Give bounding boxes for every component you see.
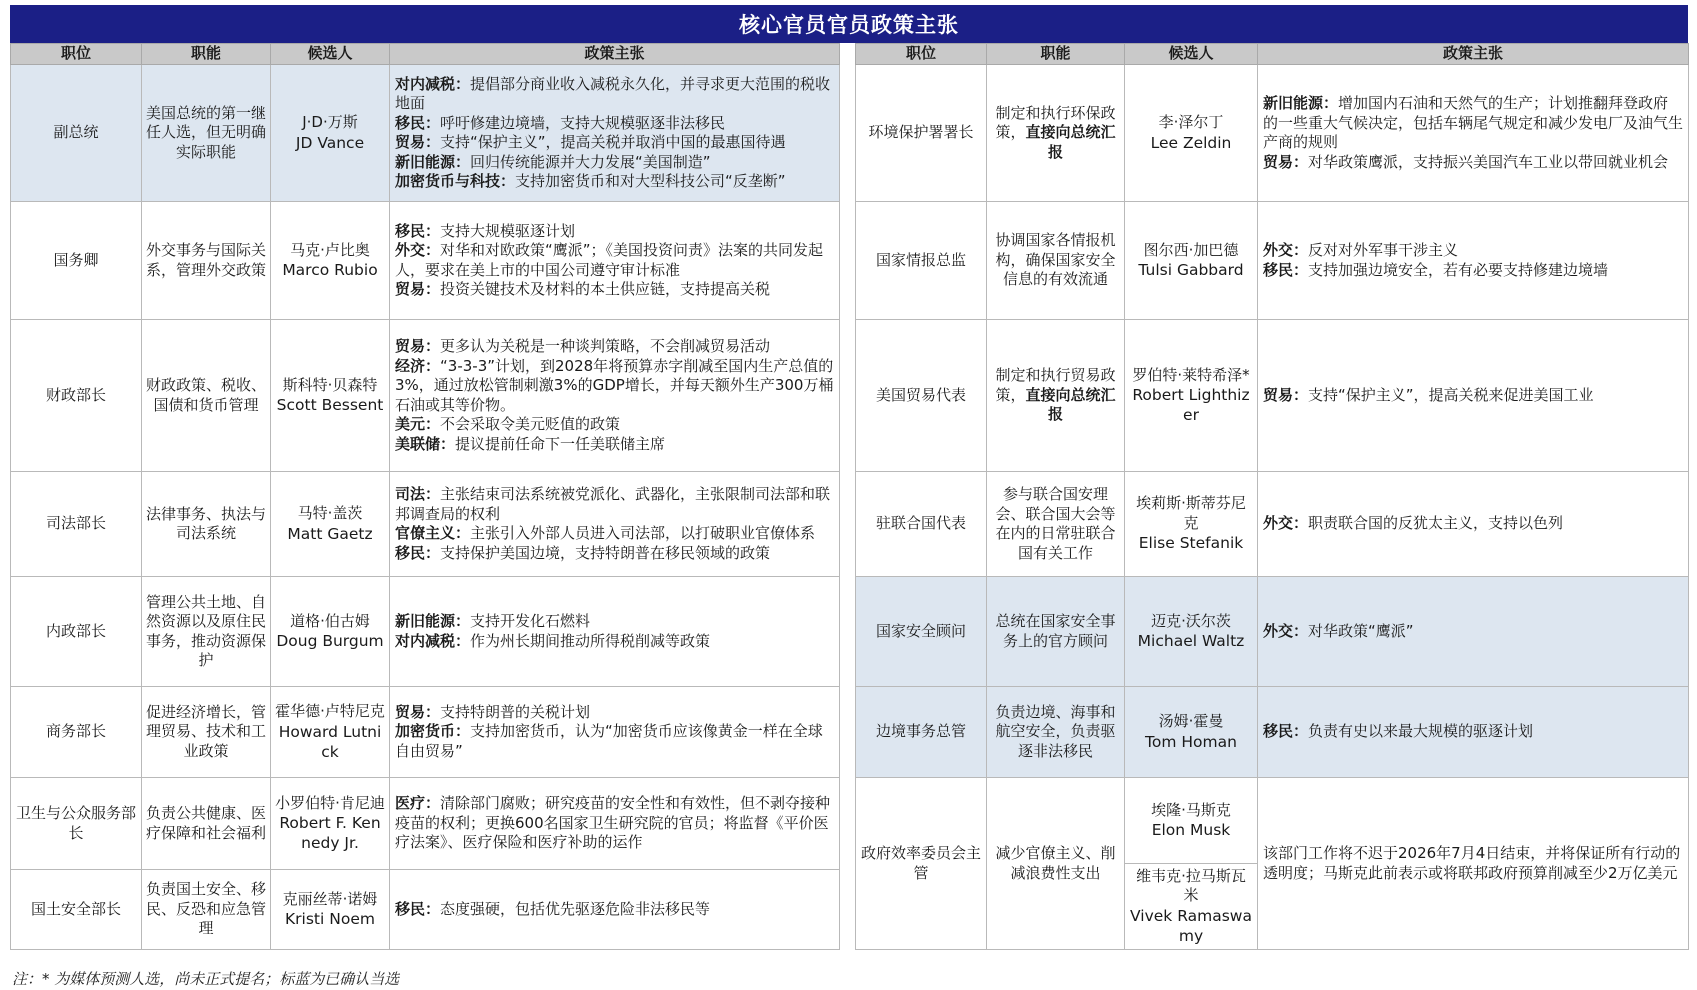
table-row: [856, 472, 1689, 577]
position-cell: 国土安全部长: [11, 870, 142, 950]
header-candidate: 候选人: [271, 44, 390, 65]
candidate-cell: [1125, 687, 1258, 778]
function-cell: 制定和执行贸易政策，直接向总统汇报: [987, 320, 1125, 472]
policy-line: 贸易：对华政策鹰派，支持振兴美国汽车工业以带回就业机会: [1263, 152, 1669, 171]
policy-line: 移民：态度强硬，包括优先驱逐危险非法移民等: [395, 899, 711, 918]
table-row: [856, 687, 1689, 778]
policy-line: 外交：对华政策“鹰派”: [1263, 621, 1414, 640]
position-cell: 财政部长: [11, 320, 142, 472]
header-policy: 政策主张: [1258, 44, 1689, 65]
candidate-name-cn: 斯科特·贝森特: [282, 375, 378, 394]
footnote: 注：* 为媒体预测人选，尚未正式提名；标蓝为已确认当选: [12, 970, 400, 988]
policy-cell: [390, 778, 840, 870]
policy-line: 外交：反对对外军事干涉主义: [1263, 241, 1459, 259]
position-cell: 内政部长: [11, 577, 142, 687]
policy-line: 新旧能源：回归传统能源并大力发展“美国制造”: [395, 152, 711, 171]
candidate-name-cn: 道格·伯古姆: [290, 611, 370, 630]
candidate-cell: [271, 320, 390, 472]
policy-cell: [390, 687, 840, 778]
policy-line: 对内减税：作为州长期间推动所得税削减等政策: [395, 631, 711, 650]
policy-cell: [1258, 577, 1689, 687]
table-row: [856, 320, 1689, 472]
function-cell: 外交事务与国际关系，管理外交政策: [142, 202, 271, 320]
candidate-name-cn: 维韦克·拉马斯瓦米: [1136, 866, 1246, 905]
policy-line: 外交：职责联合国的反犹太主义，支持以色列: [1263, 514, 1564, 533]
candidate-name-en: Robert F. Kennedy Jr.: [279, 814, 381, 853]
policy-line: 移民：呼吁修建边境墙，支持大规模驱逐非法移民: [395, 113, 726, 132]
candidate-cell: [271, 472, 390, 577]
policy-line: 新旧能源：增加国内石油和天然气的生产；计划推翻拜登政府的一些重大气候决定，包括车辆尾气规定和减少发电厂及油气生产商的规则: [1263, 94, 1684, 151]
function-cell: 协调国家各情报机构，确保国家安全信息的有效流通: [987, 202, 1125, 320]
policy-cell: [390, 202, 840, 320]
function-cell: 财政政策、税收、国债和货币管理: [142, 320, 271, 472]
candidate-name-cn: 小罗伯特·肯尼迪: [275, 793, 385, 812]
candidate-name-en: Tom Homan: [1145, 732, 1237, 751]
right-header-row: [856, 44, 1689, 65]
function-cell: 促进经济增长，管理贸易、技术和工业政策: [142, 687, 271, 778]
position-cell: 驻联合国代表: [856, 472, 987, 577]
policy-line: 外交：对华和对欧政策“鹰派”；《美国投资问责》法案的共同发起人，要求在美上市的中国公司遵守审计标准: [395, 241, 824, 279]
candidate-name-en: Howard Lutnick: [278, 722, 382, 761]
candidate-cell: [1125, 65, 1258, 202]
policy-cell: [390, 320, 840, 472]
position-cell: 政府效率委员会主管: [856, 778, 987, 950]
function-cell: 管理公共土地、自然资源以及原住民事务，推动资源保护: [142, 577, 271, 687]
function-cell: 负责国土安全、移民、反恐和应急管理: [142, 870, 271, 950]
candidate-name-cn: 李·泽尔丁: [1158, 113, 1224, 132]
function-cell: 法律事务、执法与司法系统: [142, 472, 271, 577]
candidate-name-en: Vivek Ramaswamy: [1130, 906, 1252, 945]
policy-line: 移民：支持大规模驱逐计划: [395, 221, 576, 240]
candidate-name-cn: 马克·卢比奥: [290, 240, 370, 259]
candidate-name-en: Doug Burgum: [276, 632, 384, 651]
position-cell: 司法部长: [11, 472, 142, 577]
policy-cell: [1258, 472, 1689, 577]
candidate-cell: [1125, 864, 1258, 950]
position-cell: 国家情报总监: [856, 202, 987, 320]
policy-cell: [1258, 202, 1689, 320]
candidate-name-en: Elise Stefanik: [1138, 534, 1244, 553]
function-cell: 参与联合国安理会、联合国大会等在内的日常驻联合国有关工作: [987, 472, 1125, 577]
position-cell: 商务部长: [11, 687, 142, 778]
candidate-cell: [1125, 202, 1258, 320]
candidate-name-en: Lee Zeldin: [1150, 133, 1232, 152]
candidate-name-en: Tulsi Gabbard: [1138, 261, 1244, 280]
policy-cell: [390, 472, 840, 577]
candidate-name-cn: 汤姆·霍曼: [1158, 712, 1224, 731]
candidate-name-cn: 罗伯特·莱特希泽*: [1132, 365, 1250, 384]
policy-line: 对内减税：提倡部分商业收入减税永久化，并寻求更大范围的税收地面: [395, 74, 831, 112]
table-row: [856, 202, 1689, 320]
table-row: [11, 65, 840, 202]
table-row: [11, 472, 840, 577]
table-row: [11, 577, 840, 687]
candidate-name-cn: 霍华德·卢特尼克: [275, 702, 385, 721]
policy-line: 贸易：投资关键技术及材料的本土供应链，支持提高关税: [395, 280, 771, 298]
candidate-name-cn: 埃莉斯·斯蒂芬尼克: [1136, 494, 1246, 532]
policy-line: 美元：不会采取令美元贬值的政策: [395, 415, 621, 433]
table-row: [856, 577, 1689, 687]
policy-line: 移民：支持加强边境安全，若有必要支持修建边境墙: [1263, 260, 1609, 279]
page-title: 核心官员官员政策主张: [10, 5, 1688, 43]
candidate-cell: [271, 202, 390, 320]
header-position: 职位: [11, 44, 142, 65]
position-cell: 美国贸易代表: [856, 320, 987, 472]
header-position: 职位: [856, 44, 987, 65]
candidate-cell: [1125, 577, 1258, 687]
left-header-row: [11, 44, 840, 65]
candidate-name-en: Marco Rubio: [282, 261, 378, 280]
table-row: [11, 320, 840, 472]
candidate-cell: [271, 870, 390, 950]
candidate-name-en: Michael Waltz: [1137, 632, 1245, 651]
position-cell: 国务卿: [11, 202, 142, 320]
position-cell: 副总统: [11, 65, 142, 202]
function-cell: 减少官僚主义、削减浪费性支出: [987, 778, 1125, 950]
header-function: 职能: [987, 44, 1125, 65]
position-cell: 边境事务总管: [856, 687, 987, 778]
candidate-cell: [1125, 320, 1258, 472]
function-cell: 负责公共健康、医疗保障和社会福利: [142, 778, 271, 870]
policy-line: 贸易：支持特朗普的关税计划: [395, 702, 591, 721]
table-row: [856, 65, 1689, 202]
candidate-name-en: Robert Lighthizer: [1132, 386, 1250, 425]
policy-cell: [1258, 65, 1689, 202]
candidate-name-cn: 克丽丝蒂·诺姆: [282, 889, 378, 908]
policy-line: 新旧能源：支持开发化石燃料: [395, 612, 591, 630]
candidate-name-cn: 马特·盖茨: [297, 504, 363, 523]
candidate-cell: [271, 778, 390, 870]
candidate-name-cn: 埃隆·马斯克: [1151, 800, 1231, 819]
candidate-cell: [271, 577, 390, 687]
table-row: [11, 870, 840, 950]
candidate-name-en: Matt Gaetz: [287, 524, 373, 543]
policy-line: 加密货币与科技：支持加密货币和对大型科技公司“反垄断”: [395, 172, 786, 190]
header-policy: 政策主张: [390, 44, 840, 65]
position-cell: 国家安全顾问: [856, 577, 987, 687]
candidate-name-en: Elon Musk: [1151, 821, 1231, 840]
policy-cell: 该部门工作将不迟于2026年7月4日结束，并将保证所有行动的透明度；马斯克此前表示或将联邦政府预算削减至少2万亿美元: [1258, 778, 1689, 950]
policy-line: 移民：负责有史以来最大规模的驱逐计划: [1263, 722, 1534, 741]
position-cell: 卫生与公众服务部长: [11, 778, 142, 870]
policy-line: 司法：主张结束司法系统被党派化、武器化，主张限制司法部和联邦调查局的权利: [395, 485, 831, 523]
policy-line: 贸易：支持“保护主义”，提高关税并取消中国的最惠国待遇: [395, 133, 786, 151]
policy-cell: [1258, 320, 1689, 472]
policy-cell: [390, 870, 840, 950]
table-row: [11, 778, 840, 870]
policy-line: 经济：“3-3-3”计划，到2028年将预算赤字削减至国内生产总值的3%，通过放松管制刺激3%的GDP增长，并每天额外生产300万桶石油或其等价物。: [395, 356, 834, 414]
policy-line: 移民：支持保护美国边境，支持特朗普在移民领域的政策: [395, 543, 771, 562]
candidate-cell: [271, 65, 390, 202]
candidate-name-en: JD Vance: [295, 133, 365, 152]
candidate-cell: [1125, 472, 1258, 577]
policy-line: 加密货币：支持加密货币，认为“加密货币应该像黄金一样在全球自由贸易”: [395, 722, 823, 760]
policy-line: 贸易：更多认为关税是一种谈判策略，不会削减贸易活动: [395, 337, 771, 355]
candidate-name-cn: 迈克·沃尔茨: [1151, 611, 1231, 630]
policy-line: 美联储：提议提前任命下一任美联储主席: [395, 434, 666, 453]
header-function: 职能: [142, 44, 271, 65]
table-row: [11, 687, 840, 778]
policy-cell: [1258, 687, 1689, 778]
function-cell: 美国总统的第一继任人选，但无明确实际职能: [142, 65, 271, 202]
right-policy-table: [855, 43, 1689, 950]
left-policy-table: [10, 43, 840, 950]
candidate-name-cn: 图尔西·加巴德: [1143, 240, 1239, 259]
function-cell: 制定和执行环保政策，直接向总统汇报: [987, 65, 1125, 202]
policy-cell: [390, 65, 840, 202]
function-cell: 总统在国家安全事务上的官方顾问: [987, 577, 1125, 687]
function-cell: 负责边境、海事和航空安全，负责驱逐非法移民: [987, 687, 1125, 778]
policy-line: 医疗：清除部门腐败；研究疫苗的安全性和有效性，但不剥夺接种疫苗的权利；更换600名国家卫生研究院的官员；将监督《平价医疗法案》、医疗保险和医疗补助的运作: [395, 794, 831, 852]
candidate-name-en: Kristi Noem: [285, 910, 375, 929]
table-row: [11, 202, 840, 320]
header-candidate: 候选人: [1125, 44, 1258, 65]
candidate-cell: [271, 687, 390, 778]
policy-line: 官僚主义：主张引入外部人员进入司法部，以打破职业官僚体系: [395, 524, 816, 542]
policy-line: 贸易：支持“保护主义”，提高关税来促进美国工业: [1263, 385, 1594, 404]
candidate-cell: [1125, 778, 1258, 864]
position-cell: 环境保护署署长: [856, 65, 987, 202]
policy-cell: [390, 577, 840, 687]
candidate-name-cn: J·D·万斯: [302, 113, 358, 132]
table-row: [856, 778, 1689, 864]
candidate-name-en: Scott Bessent: [276, 396, 384, 415]
